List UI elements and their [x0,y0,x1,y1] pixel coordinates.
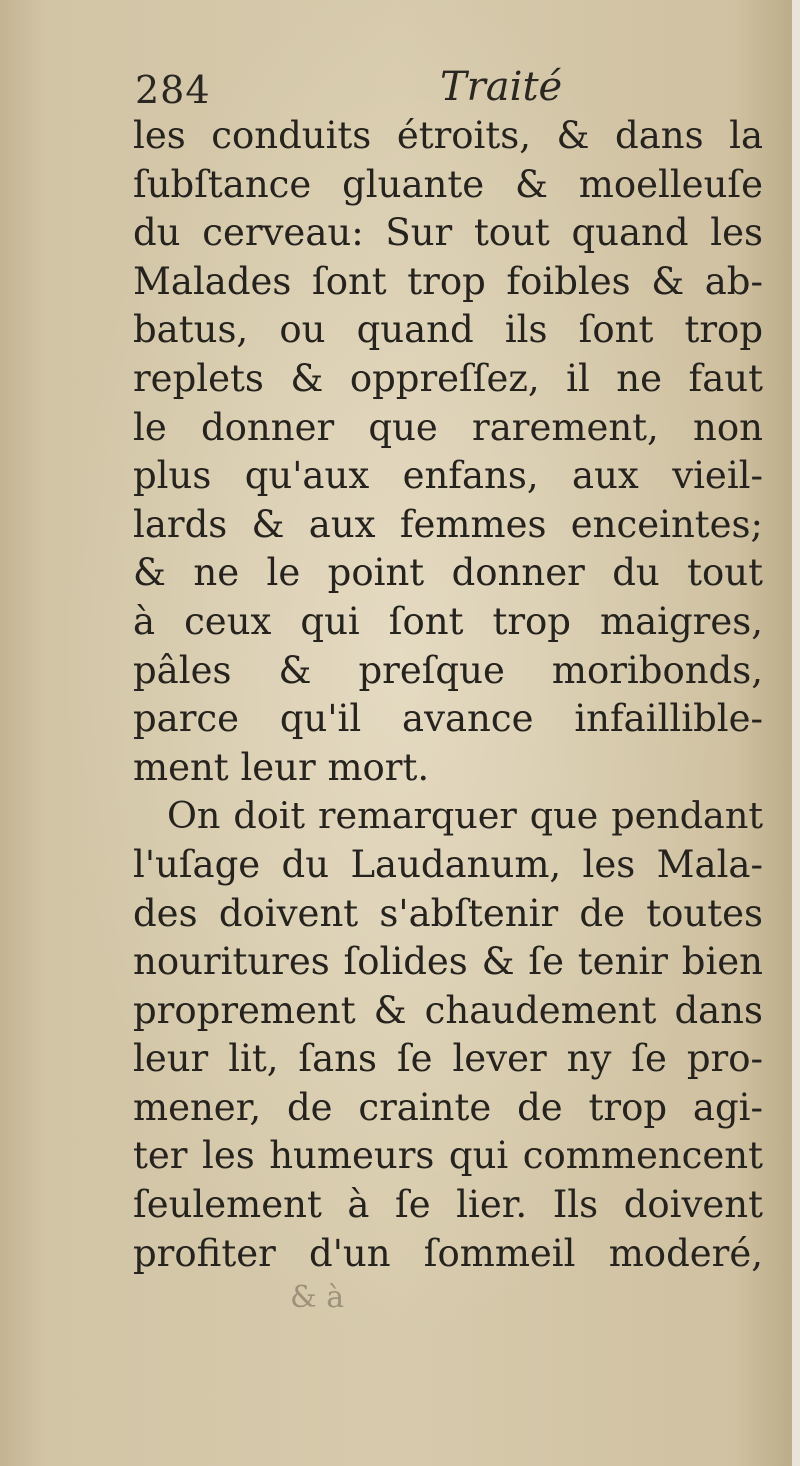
page-number: 284 [135,68,211,112]
text-line: ter les humeurs qui commencent [133,1134,763,1178]
body-text [133,112,763,1278]
text-line: pâles & preſque moribonds, [133,648,763,692]
text-line: les conduits étroits, & dans la [133,114,763,157]
text-line: profiter d'un ſommeil moderé, [133,1231,763,1275]
text-line: mener, de crainte de trop agi- [133,1085,763,1129]
text-line: Malades ſont trop foibles & ab- [133,259,763,303]
text-line: & ne le point donner du tout [133,551,763,595]
text-line: parce qu'il avance infaillible- [133,697,763,741]
catchword: & à [290,1280,345,1315]
text-line: des doivent s'abſtenir de toutes [133,891,763,935]
text-line: l'uſage du Laudanum, les Mala- [133,842,763,886]
page-header [0,64,790,114]
text-line: à ceux qui ſont trop maigres, [133,599,763,643]
text-line: du cerveau: Sur tout quand les [133,211,763,255]
text-line: leur lit, ſans ſe lever ny ſe pro- [133,1037,763,1081]
page-edge [792,0,800,1466]
text-line: batus, ou quand ils ſont trop [133,308,763,352]
text-line: le donner que rarement, non [133,405,763,449]
text-line: nouritures ſolides & ſe tenir bien [133,940,763,984]
text-line: proprement & chaudement dans [133,988,763,1032]
text-line: replets & oppreſſez, il ne faut [133,356,763,400]
text-line: lards & aux femmes enceintes; [133,502,763,546]
text-line: ſubſtance gluante & moelleuſe [133,162,763,206]
text-line: On doit remarquer que pendant [167,794,763,838]
text-line: ſeulement à ſe lier. Ils doivent [133,1183,763,1227]
text-line: plus qu'aux enfans, aux vieil- [133,454,763,498]
running-head: Traité [440,64,563,110]
text-line: ment leur mort. [133,745,430,789]
